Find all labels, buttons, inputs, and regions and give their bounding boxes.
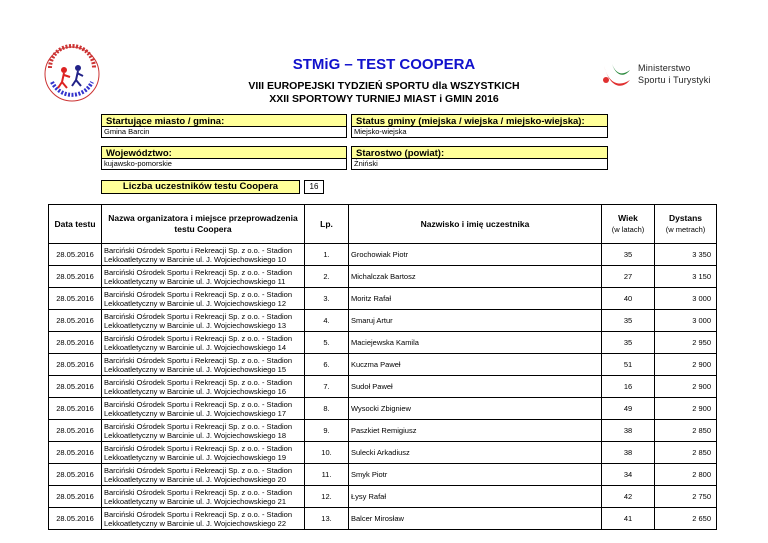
date-cell: 28.05.2016 [49, 376, 102, 398]
organizer-line: Lekkoatletyczny w Barcinie ul. J. Wojciechowskiego 16 [104, 386, 287, 396]
distance-cell: 2 750 [655, 486, 717, 508]
organizer-cell [102, 420, 305, 442]
date-cell: 28.05.2016 [49, 442, 102, 464]
organizer-line: Lekkoatletyczny w Barcinie ul. J. Wojciechowskiego 15 [104, 364, 287, 374]
table-row [49, 486, 717, 508]
organizer-cell [102, 486, 305, 508]
county-label: Starostwo (powiat): [351, 146, 608, 159]
organizer-line: Barciński Ośrodek Sportu i Rekreacji Sp. z o.o. - Stadion [104, 465, 292, 475]
age-cell: 34 [602, 464, 655, 486]
organizer-cell [102, 442, 305, 464]
organizer-cell [102, 266, 305, 288]
organizer-line: Barciński Ośrodek Sportu i Rekreacji Sp. z o.o. - Stadion [104, 443, 292, 453]
age-cell: 51 [602, 354, 655, 376]
city-label: Startujące miasto / gmina: [101, 114, 347, 127]
table-row [49, 310, 717, 332]
distance-cell: 2 950 [655, 332, 717, 354]
table-row [49, 266, 717, 288]
date-cell: 28.05.2016 [49, 332, 102, 354]
organizer-line: Lekkoatletyczny w Barcinie ul. J. Wojciechowskiego 22 [104, 518, 287, 528]
age-cell: 27 [602, 266, 655, 288]
lp-cell: 7. [305, 376, 349, 398]
distance-cell: 2 900 [655, 398, 717, 420]
age-cell: 41 [602, 508, 655, 530]
page-title: STMiG – TEST COOPERA [292, 56, 476, 73]
distance-cell: 2 850 [655, 420, 717, 442]
participant-name-cell: Smaruj Artur [349, 310, 602, 332]
table-row [49, 508, 717, 530]
col-date-header: Data testu [49, 205, 102, 244]
participant-name-cell: Sudoł Paweł [349, 376, 602, 398]
organizer-line: Lekkoatletyczny w Barcinie ul. J. Wojciechowskiego 13 [104, 320, 287, 330]
organizer-line: Barciński Ośrodek Sportu i Rekreacji Sp. z o.o. - Stadion [104, 355, 292, 365]
voivodeship-label: Województwo: [101, 146, 347, 159]
organizer-line: Barciński Ośrodek Sportu i Rekreacji Sp. z o.o. - Stadion [104, 311, 292, 321]
date-cell: 28.05.2016 [49, 486, 102, 508]
distance-cell: 3 000 [655, 310, 717, 332]
table-row [49, 420, 717, 442]
lp-cell: 10. [305, 442, 349, 464]
organizer-line: Lekkoatletyczny w Barcinie ul. J. Wojciechowskiego 11 [104, 276, 286, 286]
county-value: Żniński [351, 159, 608, 170]
lp-cell: 4. [305, 310, 349, 332]
organizer-cell [102, 310, 305, 332]
organizer-cell [102, 508, 305, 530]
distance-header-label: Dystans [668, 213, 703, 223]
distance-cell: 2 800 [655, 464, 717, 486]
participant-name-cell: Sulecki Arkadiusz [349, 442, 602, 464]
organizer-line: Barciński Ośrodek Sportu i Rekreacji Sp. z o.o. - Stadion [104, 333, 292, 343]
organizer-line: Barciński Ośrodek Sportu i Rekreacji Sp. z o.o. - Stadion [104, 421, 292, 431]
ministry-line1: Ministerstwo [638, 63, 691, 73]
distance-cell: 3 350 [655, 244, 717, 266]
date-cell: 28.05.2016 [49, 508, 102, 530]
lp-cell: 6. [305, 354, 349, 376]
organizer-line: Lekkoatletyczny w Barcinie ul. J. Wojciechowskiego 19 [104, 452, 287, 462]
organizer-line: Lekkoatletyczny w Barcinie ul. J. Wojciechowskiego 17 [104, 408, 287, 418]
participant-name-cell: Maciejewska Kamila [349, 332, 602, 354]
age-cell: 49 [602, 398, 655, 420]
participant-name-cell: Kuczma Paweł [349, 354, 602, 376]
lp-cell: 11. [305, 464, 349, 486]
organizer-line: Lekkoatletyczny w Barcinie ul. J. Wojciechowskiego 10 [104, 254, 287, 264]
age-cell: 42 [602, 486, 655, 508]
participant-name-cell: Smyk Piotr [349, 464, 602, 486]
table-row [49, 398, 717, 420]
participant-count-value: 16 [304, 180, 324, 194]
age-cell: 35 [602, 332, 655, 354]
ministry-line2: Sportu i Turystyki [638, 75, 711, 85]
col-name-header: Nazwisko i imię uczestnika [349, 205, 602, 244]
date-cell: 28.05.2016 [49, 244, 102, 266]
participant-name-cell: Balcer Mirosław [349, 508, 602, 530]
distance-cell: 3 150 [655, 266, 717, 288]
lp-cell: 13. [305, 508, 349, 530]
organizer-line: Barciński Ośrodek Sportu i Rekreacji Sp. z o.o. - Stadion [104, 487, 292, 497]
organizer-cell [102, 354, 305, 376]
organizer-line: Barciński Ośrodek Sportu i Rekreacji Sp. z o.o. - Stadion [104, 289, 292, 299]
date-cell: 28.05.2016 [49, 464, 102, 486]
distance-cell: 2 650 [655, 508, 717, 530]
lp-cell: 1. [305, 244, 349, 266]
participant-name-cell: Paszkiet Remigiusz [349, 420, 602, 442]
date-cell: 28.05.2016 [49, 310, 102, 332]
distance-cell: 2 900 [655, 376, 717, 398]
organizer-cell [102, 332, 305, 354]
col-distance-header [655, 205, 717, 244]
date-cell: 28.05.2016 [49, 354, 102, 376]
organizer-cell [102, 244, 305, 266]
table-row [49, 442, 717, 464]
voivodeship-value: kujawsko-pomorskie [101, 159, 347, 170]
table-row [49, 244, 717, 266]
organizer-cell [102, 288, 305, 310]
age-cell: 38 [602, 442, 655, 464]
distance-cell: 2 900 [655, 354, 717, 376]
participant-name-cell: Grochowiak Piotr [349, 244, 602, 266]
status-label: Status gminy (miejska / wiejska / miejsko-wiejska): [351, 114, 608, 127]
organizer-line: Lekkoatletyczny w Barcinie ul. J. Wojciechowskiego 12 [104, 298, 287, 308]
page-subtitle-2: XXII SPORTOWY TURNIEJ MIAST i GMIN 2016 [269, 93, 499, 105]
table-row [49, 288, 717, 310]
status-value: Miejsko-wiejska [351, 127, 608, 138]
age-header-label: Wiek [618, 213, 638, 223]
date-cell: 28.05.2016 [49, 266, 102, 288]
lp-cell: 5. [305, 332, 349, 354]
organizer-cell [102, 464, 305, 486]
age-cell: 35 [602, 244, 655, 266]
lp-cell: 9. [305, 420, 349, 442]
city-value: Gmina Barcin [101, 127, 347, 138]
age-header-unit: (w latach) [611, 225, 645, 234]
organizer-cell [102, 376, 305, 398]
organizer-line: Barciński Ośrodek Sportu i Rekreacji Sp. z o.o. - Stadion [104, 245, 292, 255]
lp-cell: 2. [305, 266, 349, 288]
organizer-line: Barciński Ośrodek Sportu i Rekreacji Sp. z o.o. - Stadion [104, 399, 292, 409]
page-subtitle-1: VIII EUROPEJSKI TYDZIEŃ SPORTU dla WSZYSTKICH [248, 80, 520, 92]
col-age-header [602, 205, 655, 244]
col-organizer-header: Nazwa organizatora i miejsce przeprowadzenia testu Coopera [102, 205, 305, 244]
organizer-line: Lekkoatletyczny w Barcinie ul. J. Wojciechowskiego 21 [104, 496, 287, 506]
table-row [49, 354, 717, 376]
organizer-line: Barciński Ośrodek Sportu i Rekreacji Sp. z o.o. - Stadion [104, 509, 292, 519]
lp-cell: 8. [305, 398, 349, 420]
participant-name-cell: Wysocki Zbigniew [349, 398, 602, 420]
participant-name-cell: Moritz Rafał [349, 288, 602, 310]
age-cell: 35 [602, 310, 655, 332]
lp-cell: 3. [305, 288, 349, 310]
organizer-line: Lekkoatletyczny w Barcinie ul. J. Wojciechowskiego 18 [104, 430, 287, 440]
lp-cell: 12. [305, 486, 349, 508]
participant-count-label: Liczba uczestników testu Coopera [101, 180, 300, 194]
distance-cell: 3 000 [655, 288, 717, 310]
organizer-line: Barciński Ośrodek Sportu i Rekreacji Sp. z o.o. - Stadion [104, 377, 292, 387]
participant-name-cell: Łysy Rafał [349, 486, 602, 508]
col-lp-header: Lp. [305, 205, 349, 244]
organizer-line: Lekkoatletyczny w Barcinie ul. J. Wojciechowskiego 20 [104, 474, 287, 484]
age-cell: 38 [602, 420, 655, 442]
distance-header-unit: (w metrach) [665, 225, 706, 234]
organizer-line: Barciński Ośrodek Sportu i Rekreacji Sp. z o.o. - Stadion [104, 267, 292, 277]
results-table [48, 204, 717, 530]
age-cell: 16 [602, 376, 655, 398]
table-header-row [49, 205, 717, 244]
table-row [49, 332, 717, 354]
date-cell: 28.05.2016 [49, 398, 102, 420]
participant-name-cell: Michalczak Bartosz [349, 266, 602, 288]
table-row [49, 464, 717, 486]
organizer-cell [102, 398, 305, 420]
table-row [49, 376, 717, 398]
date-cell: 28.05.2016 [49, 420, 102, 442]
age-cell: 40 [602, 288, 655, 310]
date-cell: 28.05.2016 [49, 288, 102, 310]
distance-cell: 2 850 [655, 442, 717, 464]
organizer-line: Lekkoatletyczny w Barcinie ul. J. Wojciechowskiego 14 [104, 342, 287, 352]
